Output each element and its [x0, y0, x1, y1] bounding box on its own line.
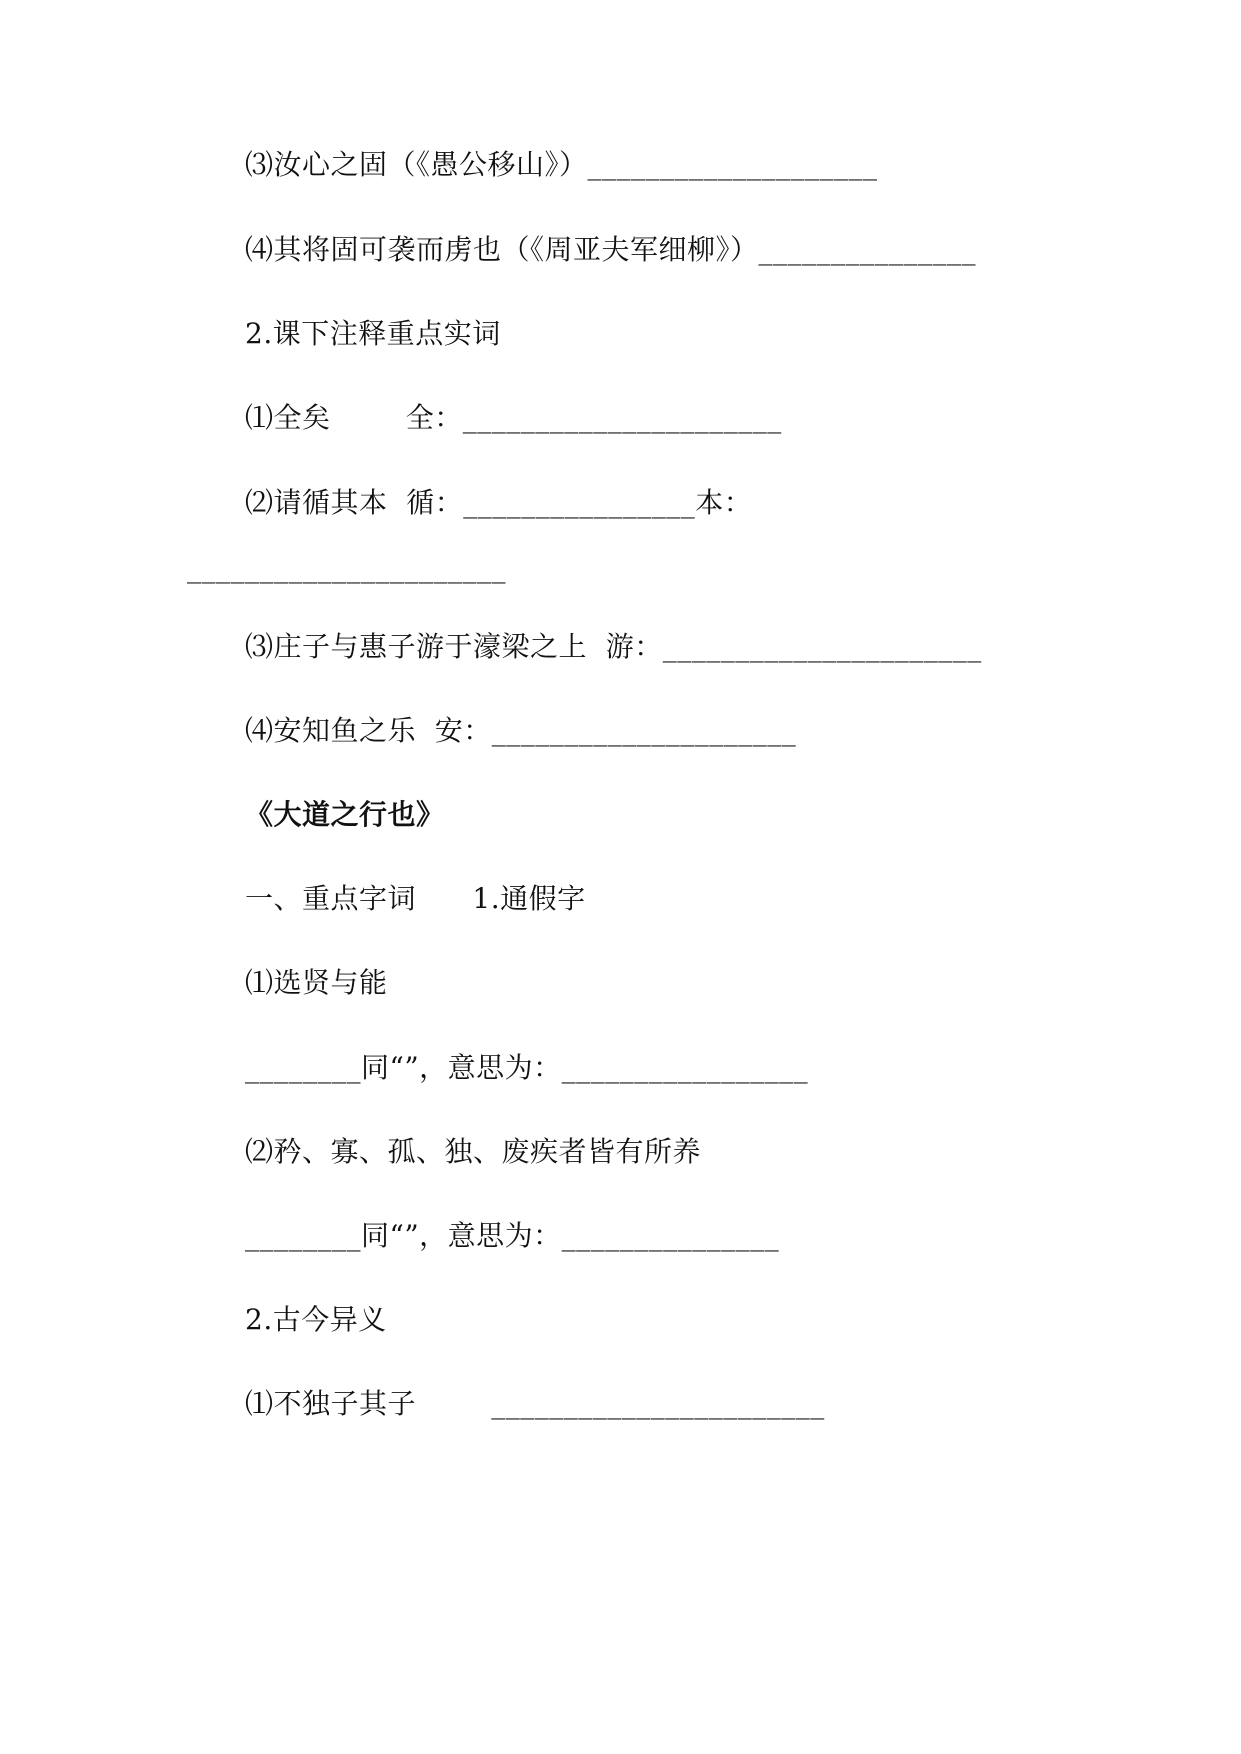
answer-line-1: ________同“”，意思为：_________________	[245, 1051, 809, 1084]
heading-gu-jin-yi-yi: 2.古今异义	[245, 1303, 387, 1336]
item-3-ru-xin: ⑶汝心之固（《愚公移山》）____________________	[245, 148, 878, 181]
heading-key-words: 一、重点字词 1.通假字	[245, 882, 586, 915]
blank-line-continued: ______________________	[187, 551, 506, 584]
item-2-guan-gua: ⑵矜、寡、孤、独、废疾者皆有所养	[245, 1135, 702, 1168]
item-1-bu-du: ⑴不独子其子 _______________________	[245, 1387, 825, 1420]
item-2-qing-xun: ⑵请循其本 循：________________本：	[245, 486, 753, 519]
item-4-qi-jiang: ⑷其将固可袭而虏也（《周亚夫军细柳》）_______________	[245, 233, 977, 266]
item-4-an-zhi: ⑷安知鱼之乐 安：_____________________	[245, 714, 797, 747]
item-1-quan: ⑴全矣 全：______________________	[245, 401, 782, 434]
answer-line-2: ________同“”，意思为：_______________	[245, 1219, 780, 1252]
item-1-xuan-xian: ⑴选贤与能	[245, 966, 388, 999]
section-heading-notes: 2.课下注释重点实词	[245, 317, 501, 350]
section-title-da-dao: 《大道之行也》	[245, 798, 445, 831]
item-3-zhuangzi: ⑶庄子与惠子游于濠梁之上 游：______________________	[245, 630, 982, 663]
